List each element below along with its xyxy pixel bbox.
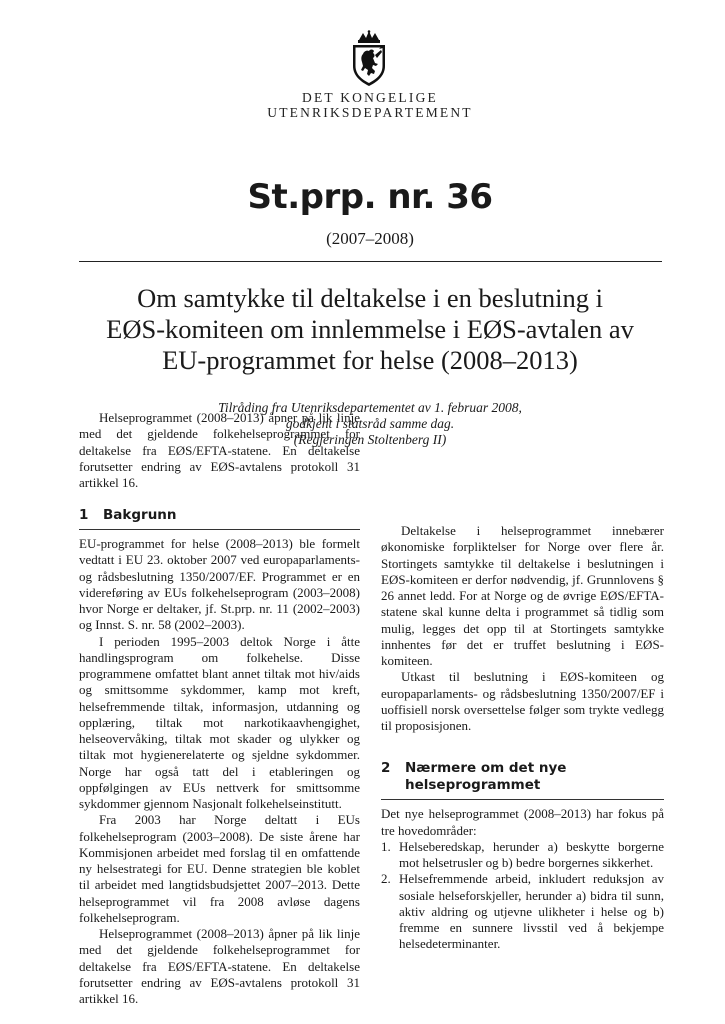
paragraph-continued: Helseprogrammet (2008–2013) åpner på lik linje med det gjeldende folkehelseprogrammet for deltakelse fra EØS/EFTA-statene. En deltakelse forutsetter endring av EØS-avtalens protokoll 31 artikkel 16.	[79, 926, 360, 1006]
title-divider	[79, 261, 662, 262]
left-column	[79, 507, 360, 1007]
section-title-line: Nærmere om det nye	[405, 760, 567, 777]
list-item	[381, 871, 664, 952]
paragraph: Fra 2003 har Norge deltatt i EUs folkehelseprogram (2003–2008). De siste årene har Kommisjonen arbeidet med forslag til en omfattende ny helsestrategi for EU. Denne strategien ble koblet til arbeidet med langtidsbudsjettet 2007–2013. Dette helseprogrammet vil fra 2008 avløse dagens folkehelseprogram.	[79, 812, 360, 925]
document-title	[60, 283, 680, 376]
list-item-number: 1.	[381, 838, 391, 854]
paragraph: I perioden 1995–2003 deltok Norge i åtte handlingsprogram om folkehelse. Disse programmene omfattet blant annet tiltak mot hiv/aids og smittsomme sykdommer, kamp mot kreft, helsefremmende tiltak, informasjon, utdanning og opplæring, tiltak mot narkotikaavhengighet, helseovervåking, tiltak mot skader og ulykker og tiltak mot hygienerelaterte og sjeldne sykdommer. Norge har også tatt del i etableringen og oppfølgingen av EUs nettverk for smittsomme sykdommer gjennom Nasjonalt folkehelseinstitutt.	[79, 633, 360, 811]
ministry-name-line2: UTENRIKSDEPARTEMENT	[267, 105, 473, 120]
coat-of-arms-icon	[345, 30, 393, 88]
title-line: EU-programmet for helse (2008–2013)	[162, 345, 578, 375]
section-title: Bakgrunn	[103, 507, 177, 523]
ministry-name-line1: DET KONGELIGE	[302, 90, 438, 105]
list-item	[381, 839, 664, 872]
document-number: St.prp. nr. 36	[247, 177, 493, 217]
recommendation-line: godkjent i statsråd samme dag.	[285, 416, 455, 431]
list-item-text: Helsefremmende arbeid, inkludert reduksjon av sosiale helseforskjeller, herunder a) bidra til sunn, aktiv aldring og utjevne ulikheter i helse og b) fremme en sunnere livsstil ved å bekjempe helsedeterminanter.	[399, 871, 664, 952]
list-item-number: 2.	[381, 871, 391, 887]
paragraph: Utkast til beslutning i EØS-komiteen og europaparlaments- og rådsbeslutning 1350/2007/EF i uoffisiell norsk oversettelse følger som trykte vedlegg til proposisjonen.	[381, 669, 664, 733]
section-number: 2	[381, 760, 391, 777]
title-line: EØS-komiteen om innlemmelse i EØS-avtalen av	[106, 314, 634, 344]
section-title	[405, 760, 566, 794]
paragraph: Deltakelse i helseprogrammet innebærer økonomiske forpliktelser for Norge over flere år. Stortingets samtykke til deltakelse i beslutningen i EØS-komiteen er derfor nødvendig, jf. Grunnlovens § 26 annet ledd. For at Norge og de øvrige EØS/EFTA-statene skal kunne delta i programmet så tidlig som mulig, legges det opp til at Stortingets samtykke innhentes før det er truffet beslutning i EØS-komiteen.	[381, 523, 664, 668]
paragraph: Det nye helseprogrammet (2008–2013) har fokus på tre hovedområder:	[381, 806, 664, 838]
title-line: Om samtykke til deltakelse i en beslutning i	[137, 283, 603, 313]
recommendation-line: (Regjeringen Stoltenberg II)	[293, 432, 447, 447]
section-heading	[381, 760, 664, 800]
section-title-line: helseprogrammet	[405, 777, 541, 794]
paragraph-continuation: Helseprogrammet (2008–2013) åpner på lik linje med det gjeldende folkehelseprogrammet for deltakelse fra EØS/EFTA-statene. En deltakelse forutsetter endring av EØS-avtalens protokoll 31 artikkel 16.	[79, 410, 360, 490]
section-number: 1	[79, 507, 89, 523]
recommendation-line: Tilråding fra Utenriksdepartementet av 1. februar 2008,	[218, 400, 522, 415]
session-years: (2007–2008)	[326, 229, 414, 248]
focus-area-list	[381, 839, 664, 953]
list-item-text: Helseberedskap, herunder a) beskytte borgerne mot helsetrusler og b) bedre borgernes sikkerhet.	[399, 838, 664, 870]
section-heading	[79, 507, 360, 530]
paragraph: EU-programmet for helse (2008–2013) ble formelt vedtatt i EU 23. oktober 2007 ved europaparlaments- og rådsbeslutning 1350/2007/EF. Programmet er en videreføring av EUs folkehelseprogram (2003–2008) hvor Norge er deltaker, jf. St.prp. nr. 11 (2002–2003) og Innst. S. nr. 58 (2002–2003).	[79, 536, 360, 633]
